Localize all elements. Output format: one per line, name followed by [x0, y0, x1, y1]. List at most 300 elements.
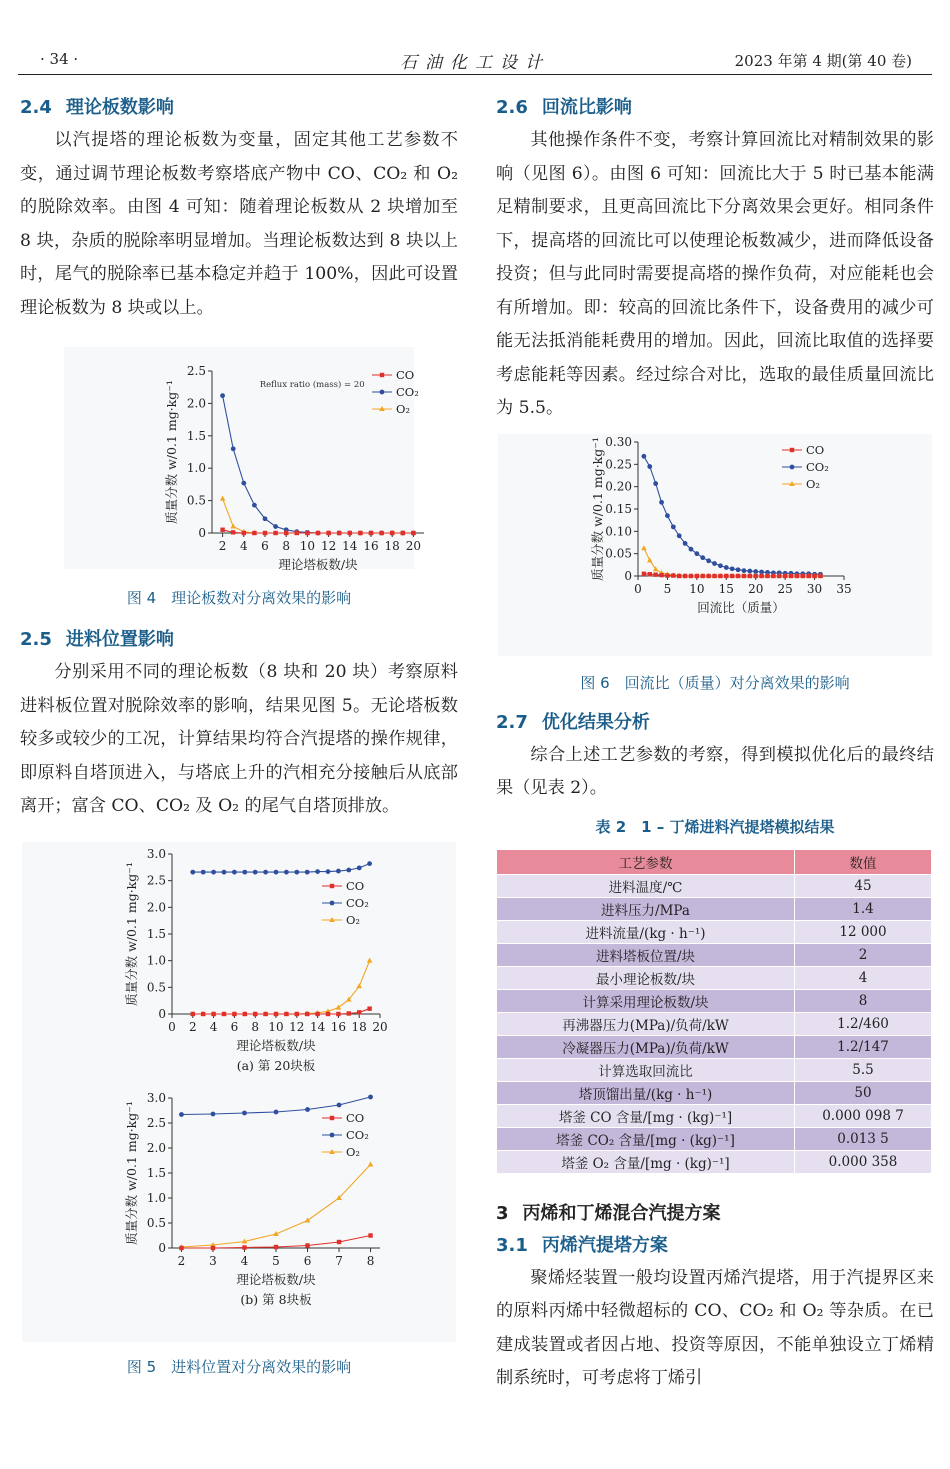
data-point	[695, 573, 699, 577]
data-point	[220, 496, 226, 501]
x-tick-label: 0	[168, 1019, 176, 1034]
param-cell: 最小理论板数/块	[497, 966, 795, 989]
section-heading: 3.1 丙烯汽提塔方案	[496, 1234, 668, 1256]
value-cell: 1.2/460	[795, 1012, 932, 1035]
table-row	[497, 874, 932, 897]
data-point	[748, 573, 752, 577]
data-point	[191, 1011, 195, 1015]
x-tick-label: 12	[289, 1019, 305, 1034]
y-tick-label: 0	[198, 526, 206, 540]
data-point	[305, 1243, 309, 1247]
data-point	[274, 869, 279, 874]
data-point	[211, 1245, 215, 1249]
data-point	[201, 869, 206, 874]
data-point	[336, 1004, 342, 1009]
figure-4	[64, 347, 422, 572]
section-heading: 2.5 进料位置影响	[20, 629, 174, 650]
data-point	[337, 1239, 341, 1243]
data-point	[369, 531, 373, 535]
table-header: 工艺参数	[497, 849, 795, 874]
y-tick-label: 0.15	[605, 501, 632, 516]
data-point	[222, 1011, 226, 1015]
data-point	[232, 869, 237, 874]
y-tick-label: 0.5	[146, 1215, 166, 1230]
data-point	[677, 533, 682, 538]
chart-fig5a	[22, 842, 456, 1088]
data-point	[647, 464, 652, 469]
data-point	[316, 531, 320, 535]
param-cell: 进料压力/MPa	[497, 897, 795, 920]
data-point	[242, 1245, 246, 1249]
data-point	[305, 869, 310, 874]
legend-marker	[380, 390, 385, 395]
series-line-CO	[193, 1008, 370, 1013]
legend-marker	[330, 1132, 335, 1137]
data-point	[694, 551, 699, 556]
chart-fig4	[64, 347, 422, 572]
param-cell: 塔釜 CO₂ 含量/[mg · (kg)⁻¹]	[497, 1127, 795, 1150]
y-axis-label: 质量分数 w/0.1 mg·kg⁻¹	[164, 380, 179, 524]
series-line-CO₂	[644, 456, 821, 574]
data-point	[367, 957, 373, 962]
y-tick-label: 1.5	[146, 1165, 166, 1180]
data-point	[742, 568, 747, 573]
data-point	[801, 573, 805, 577]
section-heading: 2.7 优化结果分析	[496, 711, 650, 733]
legend-label: CO	[346, 878, 365, 893]
table-row	[497, 1035, 932, 1058]
data-point	[179, 1112, 184, 1117]
x-axis-label: 理论塔板数/块	[278, 557, 358, 572]
x-tick-label: 2	[188, 1019, 197, 1034]
param-cell: 计算选取回流比	[497, 1058, 795, 1081]
paragraph: 分别采用不同的理论板数（8 块和 20 块）考察原料进料板位置对脱除效率的影响，结果见图 5。无论塔板数较多或较少的工况，计算结果均符合汽提塔的操作规律，即原料自塔顶进入，与塔底上升的汽相充分接触后从底部离开；富含 CO、CO₂ 及 O₂ 的尾气自塔顶排放。	[20, 662, 458, 816]
legend-marker	[790, 464, 795, 469]
data-point	[641, 545, 647, 550]
data-point	[401, 531, 405, 535]
data-point	[665, 573, 669, 577]
table-row	[497, 1150, 932, 1173]
data-point	[337, 1102, 342, 1107]
chart-title: (a) 第 20块板	[236, 1057, 316, 1073]
journal-title: 石油化工设计	[400, 53, 550, 73]
table-row	[497, 1081, 932, 1104]
data-point	[231, 446, 236, 451]
data-point	[712, 561, 717, 566]
data-point	[718, 563, 723, 568]
data-point	[263, 531, 267, 535]
data-point	[242, 1110, 247, 1115]
data-point	[736, 567, 741, 572]
y-tick-label: 1.5	[146, 926, 166, 941]
legend-label: O₂	[396, 402, 411, 416]
data-point	[706, 558, 711, 563]
data-point	[724, 573, 728, 577]
x-tick-label: 30	[806, 581, 823, 596]
value-cell: 45	[795, 874, 932, 897]
y-tick-label: 0	[624, 568, 632, 583]
y-tick-label: 0.10	[605, 523, 632, 538]
data-point	[642, 571, 646, 575]
data-point	[724, 565, 729, 570]
data-point	[336, 1011, 340, 1015]
data-point	[315, 869, 320, 874]
data-point	[284, 531, 288, 535]
data-point	[789, 573, 793, 577]
data-point	[747, 568, 752, 573]
x-tick-label: 12	[320, 539, 337, 553]
data-point	[315, 1011, 319, 1015]
data-point	[653, 481, 658, 486]
data-point	[284, 1011, 288, 1015]
y-tick-label: 0	[158, 1240, 166, 1255]
x-tick-label: 18	[351, 1019, 367, 1034]
data-point	[759, 573, 763, 577]
data-point	[326, 1011, 330, 1015]
data-point	[358, 531, 362, 535]
data-point	[201, 1011, 205, 1015]
legend-label: CO	[396, 368, 415, 382]
data-point	[231, 530, 235, 534]
data-point	[812, 573, 816, 577]
table-row	[497, 897, 932, 920]
param-cell: 塔顶馏出量/(kg · h⁻¹)	[497, 1081, 795, 1104]
data-point	[220, 393, 225, 398]
data-point	[659, 572, 663, 576]
y-tick-label: 0.30	[605, 434, 632, 449]
data-point	[677, 573, 681, 577]
data-point	[305, 1011, 309, 1015]
value-cell: 4	[795, 966, 932, 989]
data-point	[712, 573, 716, 577]
y-tick-label: 1.0	[146, 953, 166, 968]
value-cell: 0.013 5	[795, 1127, 932, 1150]
table-caption: 表 2 1 – 丁烯进料汽提塔模拟结果	[595, 817, 835, 836]
data-point	[357, 1010, 361, 1014]
data-point	[771, 573, 775, 577]
data-point	[190, 869, 195, 874]
series-line-CO₂	[193, 863, 370, 872]
data-point	[730, 566, 735, 571]
data-point	[347, 1011, 351, 1015]
value-cell: 50	[795, 1081, 932, 1104]
data-point	[706, 573, 710, 577]
chart-fig6	[498, 434, 932, 656]
x-tick-label: 8	[282, 539, 291, 553]
data-point	[326, 869, 331, 874]
data-point	[368, 1161, 374, 1166]
value-cell: 0.000 358	[795, 1150, 932, 1173]
data-point	[683, 573, 687, 577]
x-tick-label: 4	[239, 539, 248, 553]
data-point	[641, 453, 646, 458]
paragraph: 综合上述工艺参数的考察，得到模拟优化后的最终结果（见表 2）。	[496, 744, 934, 798]
param-cell: 进料塔板位置/块	[497, 943, 795, 966]
legend-marker	[330, 900, 335, 905]
chart-title: (b) 第 8块板	[240, 1291, 312, 1307]
x-tick-label: 16	[363, 539, 379, 553]
y-tick-label: 2.0	[146, 1140, 166, 1155]
param-cell: 进料流量/(kg · h⁻¹)	[497, 920, 795, 943]
data-point	[252, 531, 256, 535]
data-point	[653, 572, 657, 576]
data-point	[346, 867, 351, 872]
issue-info: 2023 年第 4 期(第 40 卷)	[734, 52, 912, 70]
data-point	[356, 983, 362, 988]
data-point	[273, 531, 277, 535]
results-table	[496, 849, 932, 1174]
series-line-O₂	[193, 960, 370, 1013]
data-point	[671, 524, 676, 529]
page-number: · 34 ·	[40, 50, 79, 68]
x-axis-label: 理论塔板数/块	[236, 1037, 316, 1053]
data-point	[263, 516, 268, 521]
data-point	[379, 531, 383, 535]
y-tick-label: 1.0	[146, 1190, 166, 1205]
data-point	[222, 869, 227, 874]
figure-5	[22, 842, 456, 1342]
x-tick-label: 20	[372, 1019, 388, 1034]
x-axis-label: 回流比（质量）	[697, 599, 785, 615]
data-point	[689, 546, 694, 551]
y-tick-label: 2.5	[186, 364, 206, 378]
data-point	[671, 573, 675, 577]
figure-caption: 图 4 理论板数对分离效果的影响	[126, 589, 352, 607]
y-tick-label: 1.0	[186, 461, 206, 476]
value-cell: 1.2/147	[795, 1035, 932, 1058]
data-point	[253, 1011, 257, 1015]
data-point	[211, 869, 216, 874]
page-header	[18, 44, 932, 75]
x-tick-label: 25	[777, 581, 793, 596]
series-line-CO₂	[223, 396, 414, 533]
data-point	[263, 1011, 267, 1015]
paragraph: 以汽提塔的理论板数为变量，固定其他工艺参数不变，通过调节理论板数考察塔底产物中 CO、CO₂ 和 O₂ 的脱除效率。由图 4 可知：随着理论板数从 2 块增加至 8 块，杂质的脱除率明显增加。当理论板数达到 8 块以上时，尾气的脱除率已基本稳定并趋于 100%，因此可设置理论板数为 8 块或以上。	[20, 130, 458, 318]
x-tick-label: 7	[335, 1253, 343, 1268]
legend-label: CO₂	[346, 1127, 369, 1142]
legend-label: CO	[806, 442, 825, 457]
data-point	[243, 1011, 247, 1015]
data-point	[659, 499, 664, 504]
x-tick-label: 8	[251, 1019, 260, 1034]
x-tick-label: 8	[366, 1253, 375, 1268]
data-point	[765, 573, 769, 577]
x-tick-label: 18	[384, 539, 400, 553]
data-point	[348, 531, 352, 535]
data-point	[263, 869, 268, 874]
legend-label: O₂	[806, 476, 821, 491]
data-point	[336, 868, 341, 873]
y-tick-label: 0.20	[605, 479, 632, 494]
legend-marker	[330, 883, 334, 887]
data-point	[647, 557, 653, 562]
table-row	[497, 966, 932, 989]
x-tick-label: 6	[303, 1253, 312, 1268]
x-tick-label: 20	[405, 539, 422, 553]
figure-caption: 图 6 回流比（质量）对分离效果的影响	[580, 673, 850, 692]
data-point	[337, 531, 341, 535]
value-cell: 8	[795, 989, 932, 1012]
data-point	[253, 869, 258, 874]
y-tick-label: 0	[158, 1006, 166, 1021]
data-point	[742, 573, 746, 577]
param-cell: 塔釜 O₂ 含量/[mg · (kg)⁻¹]	[497, 1150, 795, 1173]
data-point	[701, 573, 705, 577]
x-tick-label: 10	[689, 581, 705, 596]
data-point	[242, 531, 246, 535]
value-cell: 1.4	[795, 897, 932, 920]
table-header: 数值	[795, 849, 932, 874]
param-cell: 塔釜 CO 含量/[mg · (kg)⁻¹]	[497, 1104, 795, 1127]
data-point	[806, 573, 810, 577]
data-point	[411, 531, 415, 535]
data-point	[665, 513, 670, 518]
param-cell: 冷凝器压力(MPa)/负荷/kW	[497, 1035, 795, 1058]
x-tick-label: 35	[836, 581, 852, 596]
x-tick-label: 5	[272, 1253, 280, 1268]
y-axis-label: 质量分数 w/0.1 mg·kg⁻¹	[124, 861, 139, 1006]
series-line-O₂	[223, 499, 414, 533]
data-point	[795, 573, 799, 577]
data-point	[777, 573, 781, 577]
legend-marker	[380, 373, 384, 377]
x-tick-label: 2	[177, 1253, 186, 1268]
data-point	[274, 1011, 278, 1015]
section-heading: 2.4 理论板数影响	[20, 97, 174, 118]
chart-annotation: Reflux ratio (mass) = 20	[259, 380, 365, 390]
legend-label: CO₂	[806, 459, 829, 474]
data-point	[700, 555, 705, 560]
left-column	[20, 92, 458, 1377]
data-point	[305, 531, 309, 535]
legend-label: CO	[346, 1110, 365, 1125]
data-point	[305, 1107, 310, 1112]
x-tick-label: 20	[748, 581, 764, 596]
section-heading: 2.6 回流比影响	[496, 97, 632, 118]
data-point	[220, 528, 224, 532]
table-row	[497, 1104, 932, 1127]
y-tick-label: 2.0	[146, 899, 166, 914]
data-point	[648, 572, 652, 576]
data-point	[295, 1011, 299, 1015]
data-point	[689, 573, 693, 577]
param-cell: 再沸器压力(MPa)/负荷/kW	[497, 1012, 795, 1035]
x-tick-label: 3	[209, 1253, 217, 1268]
data-point	[242, 869, 247, 874]
legend-label: CO₂	[346, 895, 369, 910]
data-point	[274, 1109, 279, 1114]
data-point	[754, 573, 758, 577]
data-point	[232, 1011, 236, 1015]
x-axis-label: 理论塔板数/块	[236, 1271, 316, 1287]
data-point	[273, 524, 278, 529]
value-cell: 0.000 098 7	[795, 1104, 932, 1127]
y-tick-label: 2.5	[146, 873, 166, 888]
data-point	[305, 1217, 311, 1222]
data-point	[294, 869, 299, 874]
x-tick-label: 16	[330, 1019, 347, 1034]
data-point	[284, 869, 289, 874]
x-tick-label: 10	[299, 539, 316, 553]
data-point	[367, 1006, 371, 1010]
data-point	[367, 861, 372, 866]
legend-label: CO₂	[396, 385, 419, 399]
y-tick-label: 2.0	[186, 396, 206, 411]
figure-caption: 图 5 进料位置对分离效果的影响	[126, 1357, 352, 1376]
y-tick-label: 2.5	[146, 1115, 166, 1130]
legend-marker	[790, 447, 794, 451]
y-tick-label: 1.5	[186, 428, 206, 443]
y-tick-label: 3.0	[146, 1090, 166, 1105]
x-tick-label: 4	[240, 1253, 249, 1268]
table-row	[497, 1127, 932, 1150]
paragraph: 其他操作条件不变，考察计算回流比对精制效果的影响（见图 6）。由图 6 可知：回流比大于 5 时已基本能满足精制要求，且更高回流比下分离效果会更好。相同条件下，提高塔的回流比可以使理论板数减少，进而降低设备投资；但与此同时需要提高塔的操作负荷，对应能耗也会有所增加。即：较高的回流比条件下，设备费用的减少可能无法抵消能耗费用的增加。因此，回流比取值的选择要考虑能耗等因素。经过综合对比，选取的最佳质量回流比为 5.5。	[496, 130, 934, 418]
data-point	[241, 481, 246, 486]
data-point	[368, 1094, 373, 1099]
data-point	[736, 573, 740, 577]
data-point	[783, 573, 787, 577]
data-point	[368, 1233, 372, 1237]
data-point	[357, 865, 362, 870]
value-cell: 5.5	[795, 1058, 932, 1081]
param-cell: 计算采用理论板数/块	[497, 989, 795, 1012]
x-tick-label: 4	[209, 1019, 218, 1034]
y-tick-label: 0.25	[605, 456, 632, 471]
data-point	[818, 573, 822, 577]
data-point	[326, 531, 330, 535]
figure-6	[498, 434, 932, 656]
value-cell: 12 000	[795, 920, 932, 943]
chart-fig5b	[22, 1088, 456, 1342]
table-row	[497, 943, 932, 966]
data-point	[718, 573, 722, 577]
data-point	[230, 524, 236, 529]
data-point	[390, 531, 394, 535]
table-row	[497, 920, 932, 943]
y-axis-label: 质量分数 w/0.1 mg·kg⁻¹	[590, 436, 605, 581]
data-point	[211, 1111, 216, 1116]
data-point	[295, 531, 299, 535]
y-tick-label: 0.05	[605, 546, 632, 561]
series-line-O₂	[644, 548, 821, 576]
x-tick-label: 15	[718, 581, 734, 596]
y-tick-label: 0.5	[186, 493, 206, 508]
x-tick-label: 6	[261, 539, 269, 553]
section-heading: 3 丙烯和丁烯混合汽提方案	[496, 1202, 721, 1224]
x-tick-label: 14	[309, 1019, 326, 1034]
x-tick-label: 10	[268, 1019, 284, 1034]
table-row	[497, 1058, 932, 1081]
data-point	[252, 503, 257, 508]
legend-label: O₂	[346, 1144, 361, 1159]
data-point	[683, 540, 688, 545]
table-row	[497, 1012, 932, 1035]
x-tick-label: 14	[342, 539, 358, 553]
right-column	[496, 92, 934, 1396]
paragraph: 聚烯烃装置一般均设置丙烯汽提塔，用于汽提界区来的原料丙烯中轻微超标的 CO、CO₂ 和 O₂ 等杂质。在已建成装置或者因占地、投资等原因，不能单独设立丁烯精制系统时，可考虑将丁烯引	[496, 1267, 934, 1388]
data-point	[274, 1244, 278, 1248]
y-axis-label: 质量分数 w/0.1 mg·kg⁻¹	[124, 1100, 139, 1245]
data-point	[730, 573, 734, 577]
x-tick-label: 2	[218, 539, 227, 553]
param-cell: 进料温度/℃	[497, 874, 795, 897]
y-tick-label: 3.0	[146, 846, 166, 861]
x-tick-label: 6	[230, 1019, 239, 1034]
legend-marker	[330, 1115, 334, 1119]
value-cell: 2	[795, 943, 932, 966]
x-tick-label: 0	[634, 581, 642, 596]
table-row	[497, 989, 932, 1012]
